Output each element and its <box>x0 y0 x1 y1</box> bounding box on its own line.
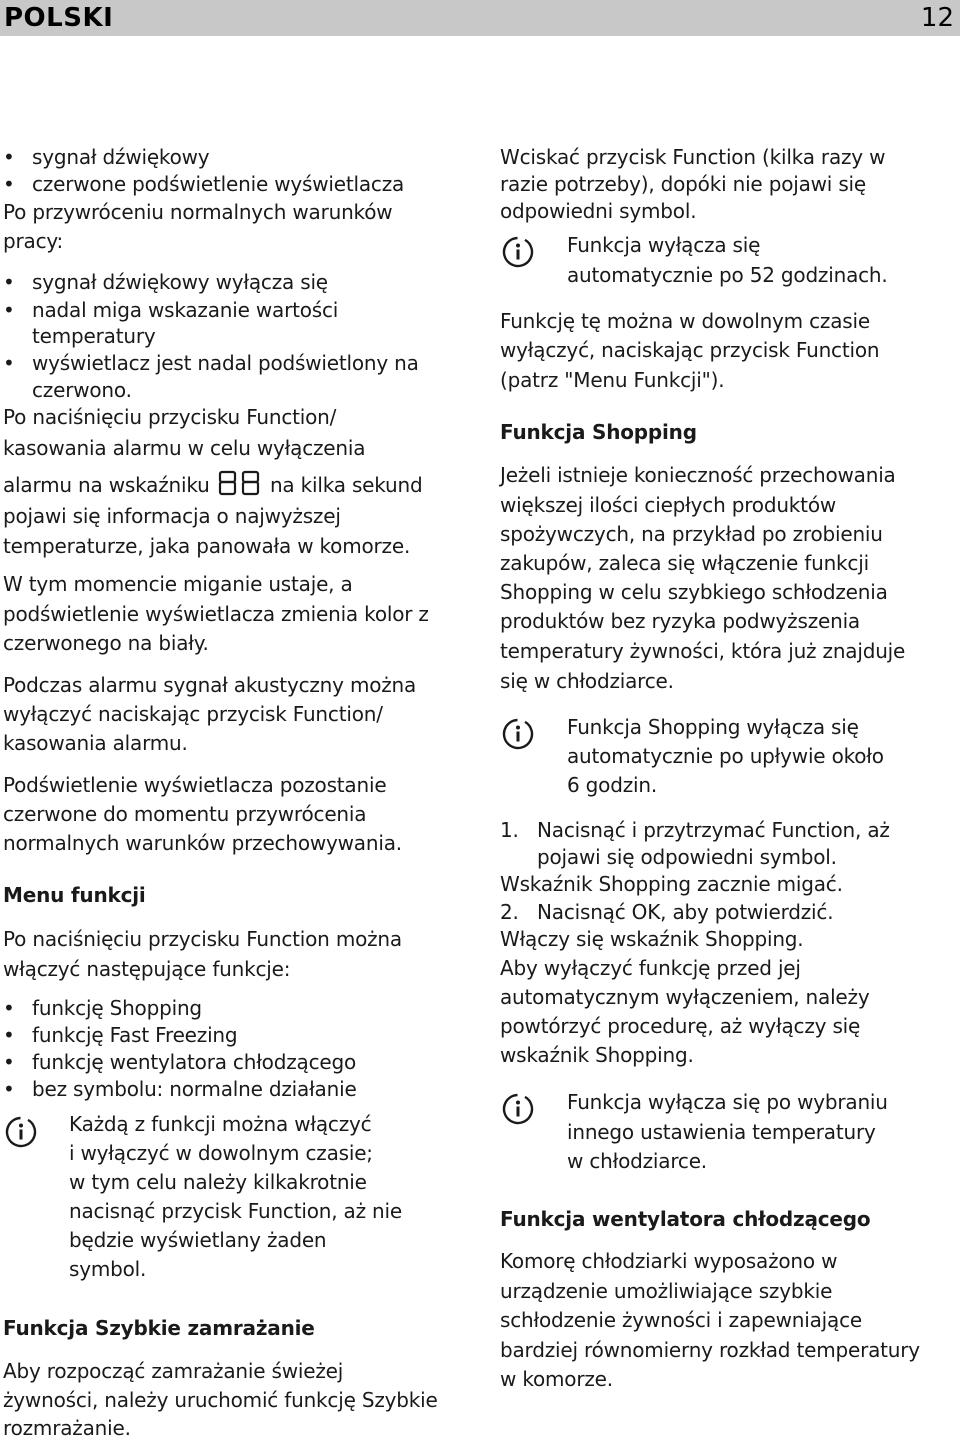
info-line: automatycznie po upływie około <box>567 744 884 768</box>
section-heading: Funkcja wentylatora chłodzącego <box>500 1207 871 1231</box>
paragraph-line: Po przywróceniu normalnych warunków <box>3 200 393 224</box>
paragraph-line: w komorze. <box>500 1367 613 1391</box>
paragraph-line: wyłączyć, naciskając przycisk Function <box>500 338 880 362</box>
paragraph-line: schłodzenie żywności i zapewniające <box>500 1308 862 1332</box>
paragraph-line: Komorę chłodziarki wyposażono w <box>500 1249 838 1273</box>
section-heading: Funkcja Szybkie zamrażanie <box>3 1316 315 1340</box>
paragraph-line: alarmu na wskaźniku na kilka sekund <box>3 470 423 500</box>
paragraph-line: się w chłodziarce. <box>500 669 674 693</box>
info-line: Funkcja Shopping wyłącza się <box>567 715 859 739</box>
paragraph-line: razie potrzeby), dopóki nie pojawi się <box>500 172 866 196</box>
paragraph-line: wyłączyć naciskając przycisk Function/ <box>3 702 383 726</box>
paragraph-line: większej ilości ciepłych produktów <box>500 493 837 517</box>
paragraph-line: żywności, należy uruchomić funkcję Szybkie <box>3 1388 438 1412</box>
info-line: Każdą z funkcji można włączyć <box>69 1112 372 1136</box>
paragraph-line: podświetlenie wyświetlacza zmienia kolor z <box>3 602 429 626</box>
paragraph-line: Podczas alarmu sygnał akustyczny można <box>3 673 417 697</box>
language-title: POLSKI <box>4 3 114 33</box>
paragraph-line: automatycznym wyłączeniem, należy <box>500 985 870 1009</box>
info-icon <box>502 1093 534 1125</box>
info-icon <box>502 718 534 750</box>
section-heading: Menu funkcji <box>3 883 146 907</box>
info-line: i wyłączyć w dowolnym czasie; <box>69 1141 373 1165</box>
paragraph-line: Jeżeli istnieje konieczność przechowania <box>500 463 896 487</box>
paragraph-line: zakupów, zaleca się włączenie funkcji <box>500 551 869 575</box>
info-line: automatycznie po 52 godzinach. <box>567 263 888 287</box>
section-heading: Funkcja Shopping <box>500 420 697 444</box>
page-number: 12 <box>920 3 954 33</box>
paragraph-line: czerwone do momentu przywrócenia <box>3 802 367 826</box>
paragraph-line: Po naciśnięciu przycisku Function można <box>3 927 402 951</box>
info-line: Funkcja wyłącza się <box>567 233 761 257</box>
info-icon <box>502 236 534 268</box>
info-line: innego ustawienia temperatury <box>567 1120 876 1144</box>
paragraph-line: Funkcję tę można w dowolnym czasie <box>500 309 870 333</box>
page-header <box>0 0 960 36</box>
paragraph-line: spożywczych, na przykład po zrobieniu <box>500 522 883 546</box>
paragraph-line: odpowiedni symbol. <box>500 199 697 223</box>
paragraph-line: normalnych warunków przechowywania. <box>3 831 402 855</box>
paragraph-line: kasowania alarmu w celu wyłączenia <box>3 436 366 460</box>
paragraph-line: czerwonego na biały. <box>3 631 209 655</box>
info-icon <box>5 1116 37 1148</box>
paragraph-line: Aby rozpocząć zamrażanie świeżej <box>3 1359 344 1383</box>
paragraph-line: W tym momencie miganie ustaje, a <box>3 572 353 596</box>
paragraph-line: produktów bez ryzyka podwyższenia <box>500 609 860 633</box>
info-line: symbol. <box>69 1257 147 1281</box>
paragraph-line: (patrz "Menu Funkcji"). <box>500 368 725 392</box>
paragraph-line: Wciskać przycisk Function (kilka razy w <box>500 145 886 169</box>
paragraph-line: urządzenie umożliwiające szybkie <box>500 1279 833 1303</box>
paragraph-line: temperaturze, jaka panowała w komorze. <box>3 534 411 558</box>
paragraph-line: Aby wyłączyć funkcję przed jej <box>500 956 801 980</box>
paragraph-line: bardziej równomierny rozkład temperatury <box>500 1338 920 1362</box>
seven-segment-88-icon <box>218 470 262 496</box>
info-line: Funkcja wyłącza się po wybraniu <box>567 1090 888 1114</box>
paragraph-line: Shopping w celu szybkiego schłodzenia <box>500 580 888 604</box>
paragraph-line: włączyć następujące funkcje: <box>3 957 291 981</box>
info-line: będzie wyświetlany żaden <box>69 1228 327 1252</box>
info-line: nacisnąć przycisk Function, aż nie <box>69 1199 402 1223</box>
paragraph-line: pojawi się informacja o najwyższej <box>3 504 341 528</box>
paragraph-line: Podświetlenie wyświetlacza pozostanie <box>3 773 387 797</box>
info-line: w chłodziarce. <box>567 1149 707 1173</box>
paragraph-line: rozmrażanie. <box>3 1416 131 1440</box>
paragraph-line: temperatury żywności, która już znajduje <box>500 639 906 663</box>
paragraph-line: pracy: <box>3 229 64 253</box>
paragraph-line: wskaźnik Shopping. <box>500 1043 694 1067</box>
info-line: w tym celu należy kilkakrotnie <box>69 1170 367 1194</box>
paragraph-line: Po naciśnięciu przycisku Function/ <box>3 405 337 429</box>
paragraph-line: powtórzyć procedurę, aż wyłączy się <box>500 1014 861 1038</box>
paragraph-line: Włączy się wskaźnik Shopping. <box>500 927 804 951</box>
paragraph-line: kasowania alarmu. <box>3 731 188 755</box>
paragraph-line: Wskaźnik Shopping zacznie migać. <box>500 872 843 896</box>
info-line: 6 godzin. <box>567 773 657 797</box>
